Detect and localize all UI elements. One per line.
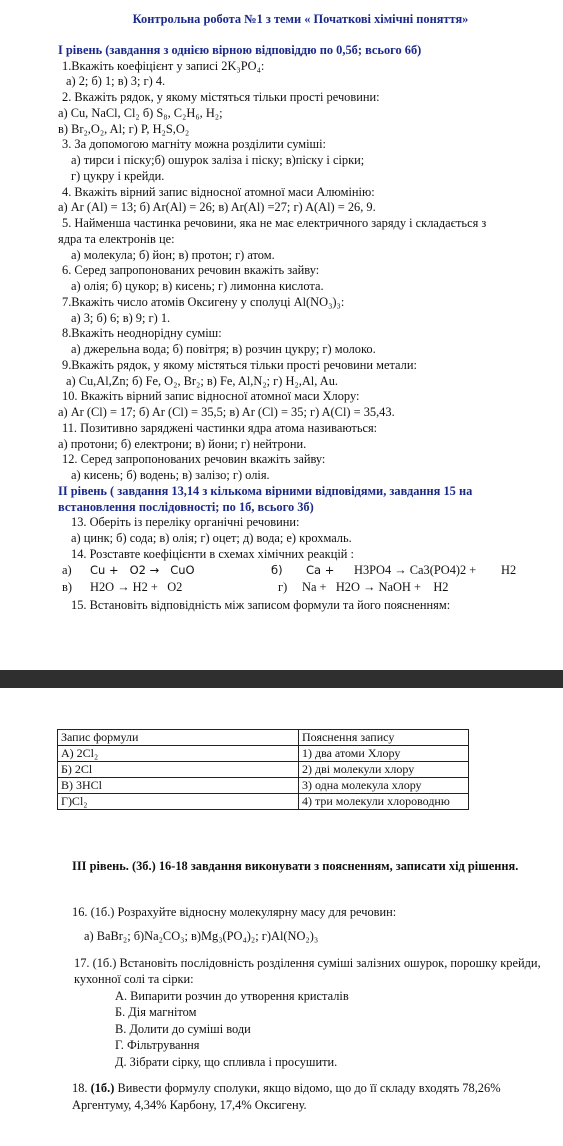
- q17-option: Д. Зібрати сірку, що спливла і просушити.: [115, 1054, 338, 1069]
- q2-options-1: а) Cu, NaCl, Cl₂ б) S₈, C₂H₆, H₂;: [58, 105, 223, 120]
- eq-b-part1: Ca +: [306, 562, 335, 577]
- level1-heading: І рівень (завдання з однією вірною відповіддю по 0,5б; всього 6б): [58, 42, 422, 57]
- table-header-explanation: Пояснення запису: [299, 730, 469, 746]
- q18: [72, 1080, 542, 1113]
- q3-options-2: г) цукру і крейди.: [71, 168, 165, 183]
- q17-option: В. Долити до суміші води: [115, 1021, 251, 1036]
- q10-options: а) Ar (Cl) = 17; б) Ar (Cl) = 35,5; в) Ar (Cl) = 35; г) A(Cl) = 35,43.: [58, 405, 395, 419]
- q10: 10. Вкажіть вірний запис відносної атомної маси Хлору:: [62, 389, 360, 404]
- q18-text: Вивести формулу сполуки, якщо відомо, що до її складу входять 78,26% Аргентуму, 4,34% Карбону, 17,4% Оксигену.: [72, 1081, 501, 1112]
- q1-options: а) 2; б) 1; в) 3; г) 4.: [66, 74, 166, 89]
- q16-options: а) BaBr₂; б)Na₂CO₃; в)Mg₃(PO₄)₂; г)Al(NO₂)₃: [84, 929, 319, 943]
- q6: 6. Серед запропонованих речовин вкажіть зайву:: [62, 263, 320, 278]
- table-row: [58, 794, 469, 810]
- q18-points: (1б.): [90, 1081, 115, 1095]
- eq-v-label: в): [62, 579, 72, 594]
- table-cell-explanation: 3) одна молекула хлору: [299, 778, 469, 794]
- q7: 7.Вкажіть число атомів Оксигену у сполуці Al(NO₃)₃:: [62, 294, 345, 309]
- table-cell-explanation: 1) два атоми Хлору: [299, 746, 469, 762]
- table-cell-explanation: 4) три молекули хлороводню: [299, 794, 469, 810]
- q13-options: а) цинк; б) сода; в) олія; г) оцет; д) вода; е) крохмаль.: [71, 531, 352, 545]
- eq-v: H2O → H2 + O2: [90, 579, 183, 594]
- q2-options-2: в) Br₂,O₂, Al; г) P, H₂S,O₂: [58, 121, 190, 136]
- q5-options: а) молекула; б) йон; в) протон; г) атом.: [71, 247, 275, 262]
- eq-b-part3: H2: [501, 562, 517, 577]
- eq-a-label: а): [62, 562, 72, 577]
- table-header-row: [58, 730, 469, 746]
- table-cell-formula: А) 2Cl₂: [58, 746, 299, 762]
- page-break-band: [0, 670, 563, 688]
- q6-options: а) олія; б) цукор; в) кисень; г) лимонна кислота.: [71, 279, 324, 293]
- eq-b-part2: H3PO4 → Ca3(PO4)2 +: [354, 562, 477, 577]
- q9: 9.Вкажіть рядок, у якому містяться тільки прості речовини метали:: [62, 357, 417, 372]
- eq-b-label: б): [271, 562, 283, 577]
- table-cell-explanation: 2) дві молекули хлору: [299, 762, 469, 778]
- q16: 16. (1б.) Розрахуйте відносну молекулярну масу для речовин:: [72, 905, 397, 919]
- eq-g: Na + H2O → NaOH + H2: [302, 579, 449, 594]
- q15: 15. Встановіть відповідність між записом формули та його поясненням:: [71, 597, 451, 612]
- table-row: [58, 778, 469, 794]
- page-title: Контрольна робота №1 з теми « Початкові хімічні поняття»: [132, 12, 469, 26]
- table-cell-formula: Б) 2Cl: [58, 762, 299, 778]
- eq-g-label: г): [278, 579, 288, 594]
- table-cell-formula: В) 3HCl: [58, 778, 299, 794]
- q17-option: Б. Дія магнітом: [115, 1005, 197, 1020]
- q13: 13. Оберіть із переліку органічні речовини:: [71, 515, 300, 530]
- q9-options: а) Cu,Al,Zn; б) Fe, O₂, Br₂; в) Fe, Al,N₂; г) H₂,Al, Au.: [66, 373, 338, 388]
- level2-heading-2: встановлення послідовності; по 1б, всього 3б): [58, 499, 314, 514]
- q8: 8.Вкажіть неоднорідну суміш:: [62, 326, 222, 341]
- eq-a: Cu + O2 → CuO: [90, 562, 195, 577]
- q17-options: [115, 988, 349, 1070]
- q4-options: а) Ar (Al) = 13; б) Ar(Al) = 26; в) Ar(Al) =27; г) A(Al) = 26, 9.: [58, 200, 376, 215]
- q14: 14. Розставте коефіцієнти в схемах хімічних реакцій :: [71, 546, 354, 561]
- q3-options-1: а) тирси і піску;б) ошурок заліза і піску; в)піску і сірки;: [71, 153, 365, 167]
- q17-option: А. Випарити розчин до утворення кристалів: [115, 989, 349, 1003]
- q12-options: а) кисень; б) водень; в) залізо; г) олія.: [71, 468, 270, 482]
- q12: 12. Серед запропонованих речовин вкажіть зайву:: [62, 452, 326, 467]
- q5: 5. Найменша частинка речовини, яка не має електричного заряду і складається з: [62, 216, 487, 230]
- q5-cont: ядра та електронів це:: [58, 231, 175, 246]
- q7-options: а) 3; б) 6; в) 9; г) 1.: [71, 310, 171, 325]
- q11-options: а) протони; б) електрони; в) йони; г) нейтрони.: [58, 436, 307, 451]
- q17: 17. (1б.) Встановіть послідовність розділення суміші залізних ошурок, порошку крейди, кухонної солі та сірки:: [74, 956, 541, 987]
- q2: 2. Вкажіть рядок, у якому містяться тільки прості речовини:: [62, 90, 380, 104]
- q17-option: Г. Фільтрування: [115, 1038, 200, 1053]
- q3: 3. За допомогою магніту можна розділити суміші:: [62, 137, 326, 152]
- equation-row-1: [58, 563, 543, 580]
- q8-options: а) джерельна вода; б) повітря; в) розчин цукру; г) молоко.: [71, 342, 376, 356]
- table-cell-formula: Г)Cl₂: [58, 794, 299, 810]
- level2-heading-1: ІІ рівень ( завдання 13,14 з кількома вірними відповідями, завдання 15 на: [58, 483, 473, 498]
- table-row: [58, 762, 469, 778]
- q11: 11. Позитивно заряджені частинки ядра атома називаються:: [62, 420, 378, 435]
- q18-number: 18.: [72, 1081, 88, 1095]
- level3-heading: ІІІ рівень. (3б.) 16-18 завдання виконувати з поясненням, записати хід рішення.: [72, 859, 519, 873]
- table-row: [58, 746, 469, 762]
- q4: 4. Вкажіть вірний запис відносної атомної маси Алюмінію:: [62, 184, 375, 199]
- matching-table: [57, 729, 469, 810]
- worksheet-part-2: [0, 688, 563, 1146]
- equation-row-2: [58, 580, 543, 598]
- table-header-formula: Запис формули: [58, 730, 299, 746]
- q1: 1.Вкажіть коефіцієнт у записі 2K₃PO₄:: [62, 58, 265, 73]
